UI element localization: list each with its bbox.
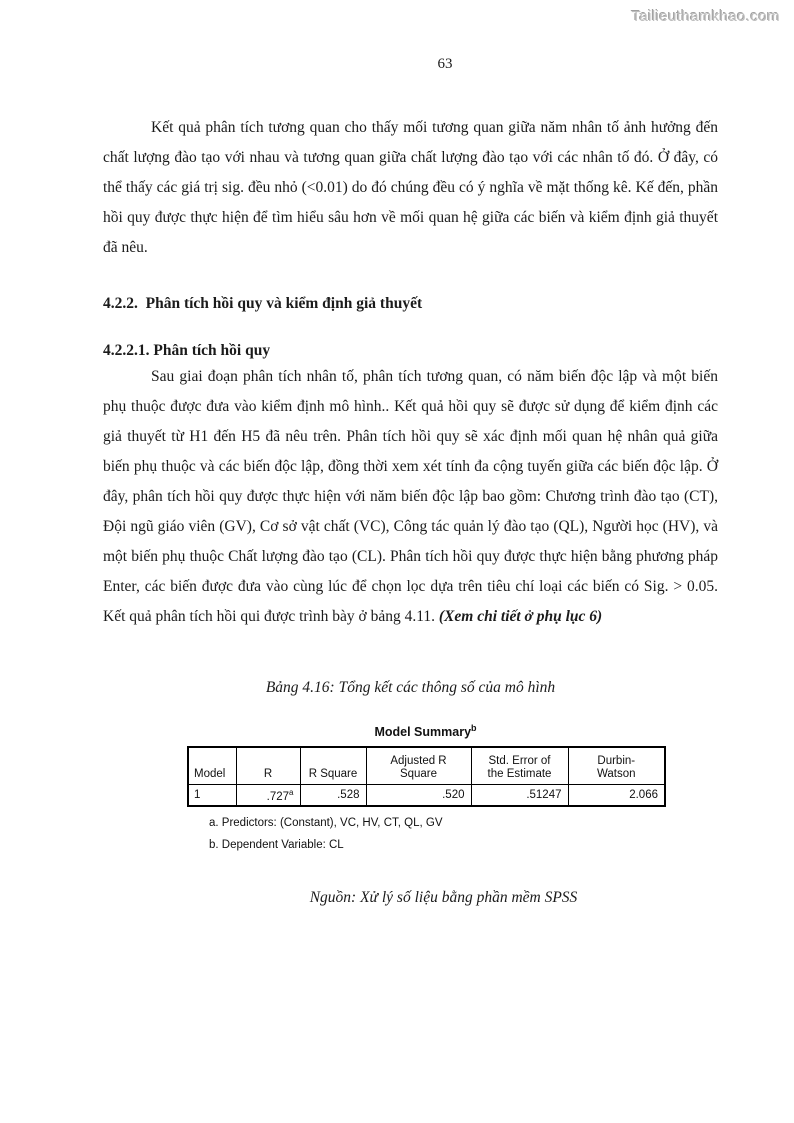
watermark: Tailieuthamkhao.com xyxy=(631,8,780,25)
model-summary-table xyxy=(187,746,666,807)
cell-r-square: .528 xyxy=(300,784,366,806)
cell-adjusted-r-square: .520 xyxy=(366,784,471,806)
header-adjusted-r-square-label-2: Square xyxy=(399,768,438,781)
header-adjusted-r-square xyxy=(366,747,471,784)
cell-r xyxy=(236,784,300,806)
spss-title-superscript: b xyxy=(471,723,477,733)
source-line: Nguồn: Xử lý số liệu bằng phần mềm SPSS xyxy=(309,889,578,907)
footnote-dependent-variable: b. Dependent Variable: CL xyxy=(209,839,344,852)
paragraph-regression-analysis xyxy=(103,362,718,632)
header-durbin-watson-label-2: Watson xyxy=(596,768,636,781)
header-r-square-label: R Square xyxy=(308,768,358,781)
table-row xyxy=(188,784,665,806)
header-r-square xyxy=(300,747,366,784)
header-std-error-label: Std. Error of xyxy=(488,754,551,767)
appendix-note: (Xem chi tiết ở phụ lục 6) xyxy=(438,608,603,625)
cell-r-value: .727 xyxy=(266,790,290,803)
spss-table-title xyxy=(187,719,664,741)
page-number: 63 xyxy=(437,56,453,72)
header-adjusted-r-square-label: Adjusted R xyxy=(390,754,447,767)
heading-4-2-2: 4.2.2. Phân tích hồi quy và kiểm định giả thuyết xyxy=(103,295,423,312)
footnote-predictors: a. Predictors: (Constant), VC, HV, CT, QL, GV xyxy=(209,817,443,830)
spss-output-block xyxy=(187,719,664,853)
spss-title-text: Model Summary xyxy=(374,725,472,740)
cell-r-superscript: a xyxy=(289,787,294,797)
header-r-label: R xyxy=(263,768,273,781)
table-header-row xyxy=(188,747,665,784)
paragraph-regression-text: Sau giai đoạn phân tích nhân tố, phân tích tương quan, có năm biến độc lập và một biến phụ thuộc được đưa vào kiểm định mô hình.. Kết quả hồi quy sẽ được sử dụng để kiểm định các giả thuyết từ H1 đến H5 đã nêu trên. Phân tích hồi quy sẽ xác định mối quan hệ nhân quả giữa biến phụ thuộc và các biến độc lập, đồng thời xem xét tính đa cộng tuyến giữa các biến độc lập. Ở đây, phân tích hồi quy được thực hiện với năm biến độc lập bao gồm: Chương trình đào tạo (CT), Đội ngũ giáo viên (GV), Cơ sở vật chất (VC), Công tác quản lý đào tạo (QL), Người học (HV), và một biến phụ thuộc Chất lượng đào tạo (CL). Phân tích hồi quy được thực hiện bằng phương pháp Enter, các biến được đưa vào cùng lúc để chọn lọc dựa trên tiêu chí loại các biến có Sig. > 0.05. Kết quả phân tích hồi qui được trình bày ở bảng 4.11. xyxy=(103,368,718,625)
header-model xyxy=(188,747,236,784)
heading-4-2-2-1: 4.2.2.1. Phân tích hồi quy xyxy=(103,342,271,359)
cell-durbin-watson: 2.066 xyxy=(568,784,665,806)
header-model-label: Model xyxy=(194,768,226,781)
header-durbin-watson xyxy=(568,747,665,784)
header-std-error xyxy=(471,747,568,784)
cell-std-error: .51247 xyxy=(471,784,568,806)
table-caption: Bảng 4.16: Tổng kết các thông số của mô hình xyxy=(265,679,556,696)
header-r xyxy=(236,747,300,784)
paragraph-correlation-results: Kết quả phân tích tương quan cho thấy mối tương quan giữa năm nhân tố ảnh hưởng đến chất lượng đào tạo với nhau và tương quan giữa chất lượng đào tạo với các nhân tố đó. Ở đây, có thể thấy các giá trị sig. đều nhỏ (<0.01) do đó chúng đều có ý nghĩa về mặt thống kê. Kế đến, phần hồi quy được thực hiện để tìm hiểu sâu hơn về mối quan hệ giữa các biến và kiểm định giả thuyết đã nêu. xyxy=(103,119,718,256)
page-content xyxy=(103,113,718,911)
header-durbin-watson-label: Durbin- xyxy=(597,754,636,767)
cell-model: 1 xyxy=(188,784,236,806)
header-std-error-label-2: the Estimate xyxy=(487,768,552,781)
